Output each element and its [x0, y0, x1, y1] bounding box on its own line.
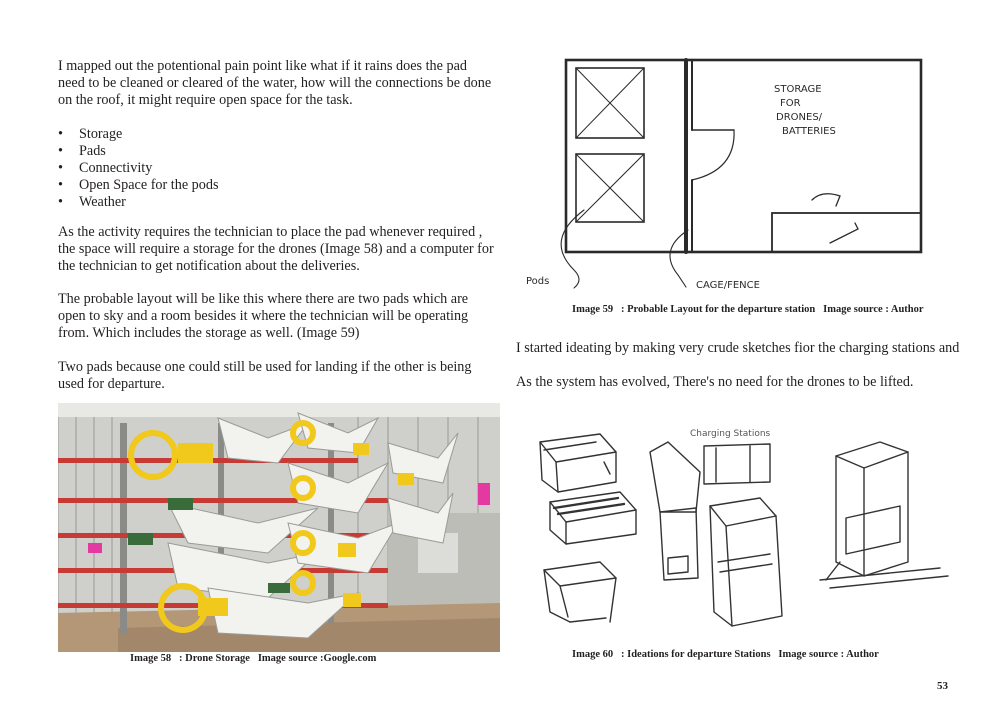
sketch-text: FOR: [780, 98, 801, 109]
storage-label: [774, 84, 836, 137]
paragraph-two-pads: Two pads because one could still be used for landing if the other is being used for departure.: [58, 359, 472, 392]
caption-image-60: Image 60 : Ideations for departure Stations Image source : Author: [572, 649, 879, 660]
paragraph-system-evolved: As the system has evolved, There's no need for the drones to be lifted.: [516, 374, 914, 390]
paragraph-probable-layout: The probable layout will be like this where there are two pads which are open to sky and a room besides it where the technician will be operating from. Which includes the storage as well. (Image 59): [58, 291, 469, 341]
list-item: • Weather: [58, 194, 218, 211]
ideation-sketches: [520, 412, 950, 647]
caption-image-59: Image 59 : Probable Layout for the departure station Image source : Author: [572, 304, 924, 315]
paragraph-storage-requirement: As the activity requires the technician to place the pad whenever required , the space will require a storage for the drones (Image 58) and a computer for the technician to get notification about the deliveries.: [58, 224, 494, 274]
sketch-text: STORAGE: [774, 84, 822, 95]
list-item: • Storage: [58, 126, 218, 143]
list-item: • Pads: [58, 143, 218, 160]
list-item: • Open Space for the pods: [58, 177, 218, 194]
layout-sketch: [512, 50, 956, 300]
sketch-text: BATTERIES: [782, 126, 836, 137]
cage-label: CAGE/FENCE: [696, 280, 760, 291]
caption-image-58: Image 58 : Drone Storage Image source :Google.com: [130, 653, 377, 664]
pods-label: Pods: [526, 276, 550, 287]
paragraph-ideation-start: I started ideating by making very crude sketches fior the charging stations and: [516, 340, 960, 356]
bullet-list: [58, 126, 218, 211]
page-number: 53: [937, 680, 948, 692]
list-item: • Connectivity: [58, 160, 218, 177]
sketch-heading: Charging Stations: [690, 429, 771, 439]
drone-storage-photo: [58, 403, 500, 652]
paragraph-pain-points: I mapped out the potentional pain point like what if it rains does the pad need to be cleaned or cleared of the water, how will the connections be done on the roof, it might require open space for the task.: [58, 58, 492, 108]
sketch-text: DRONES/: [776, 112, 823, 123]
